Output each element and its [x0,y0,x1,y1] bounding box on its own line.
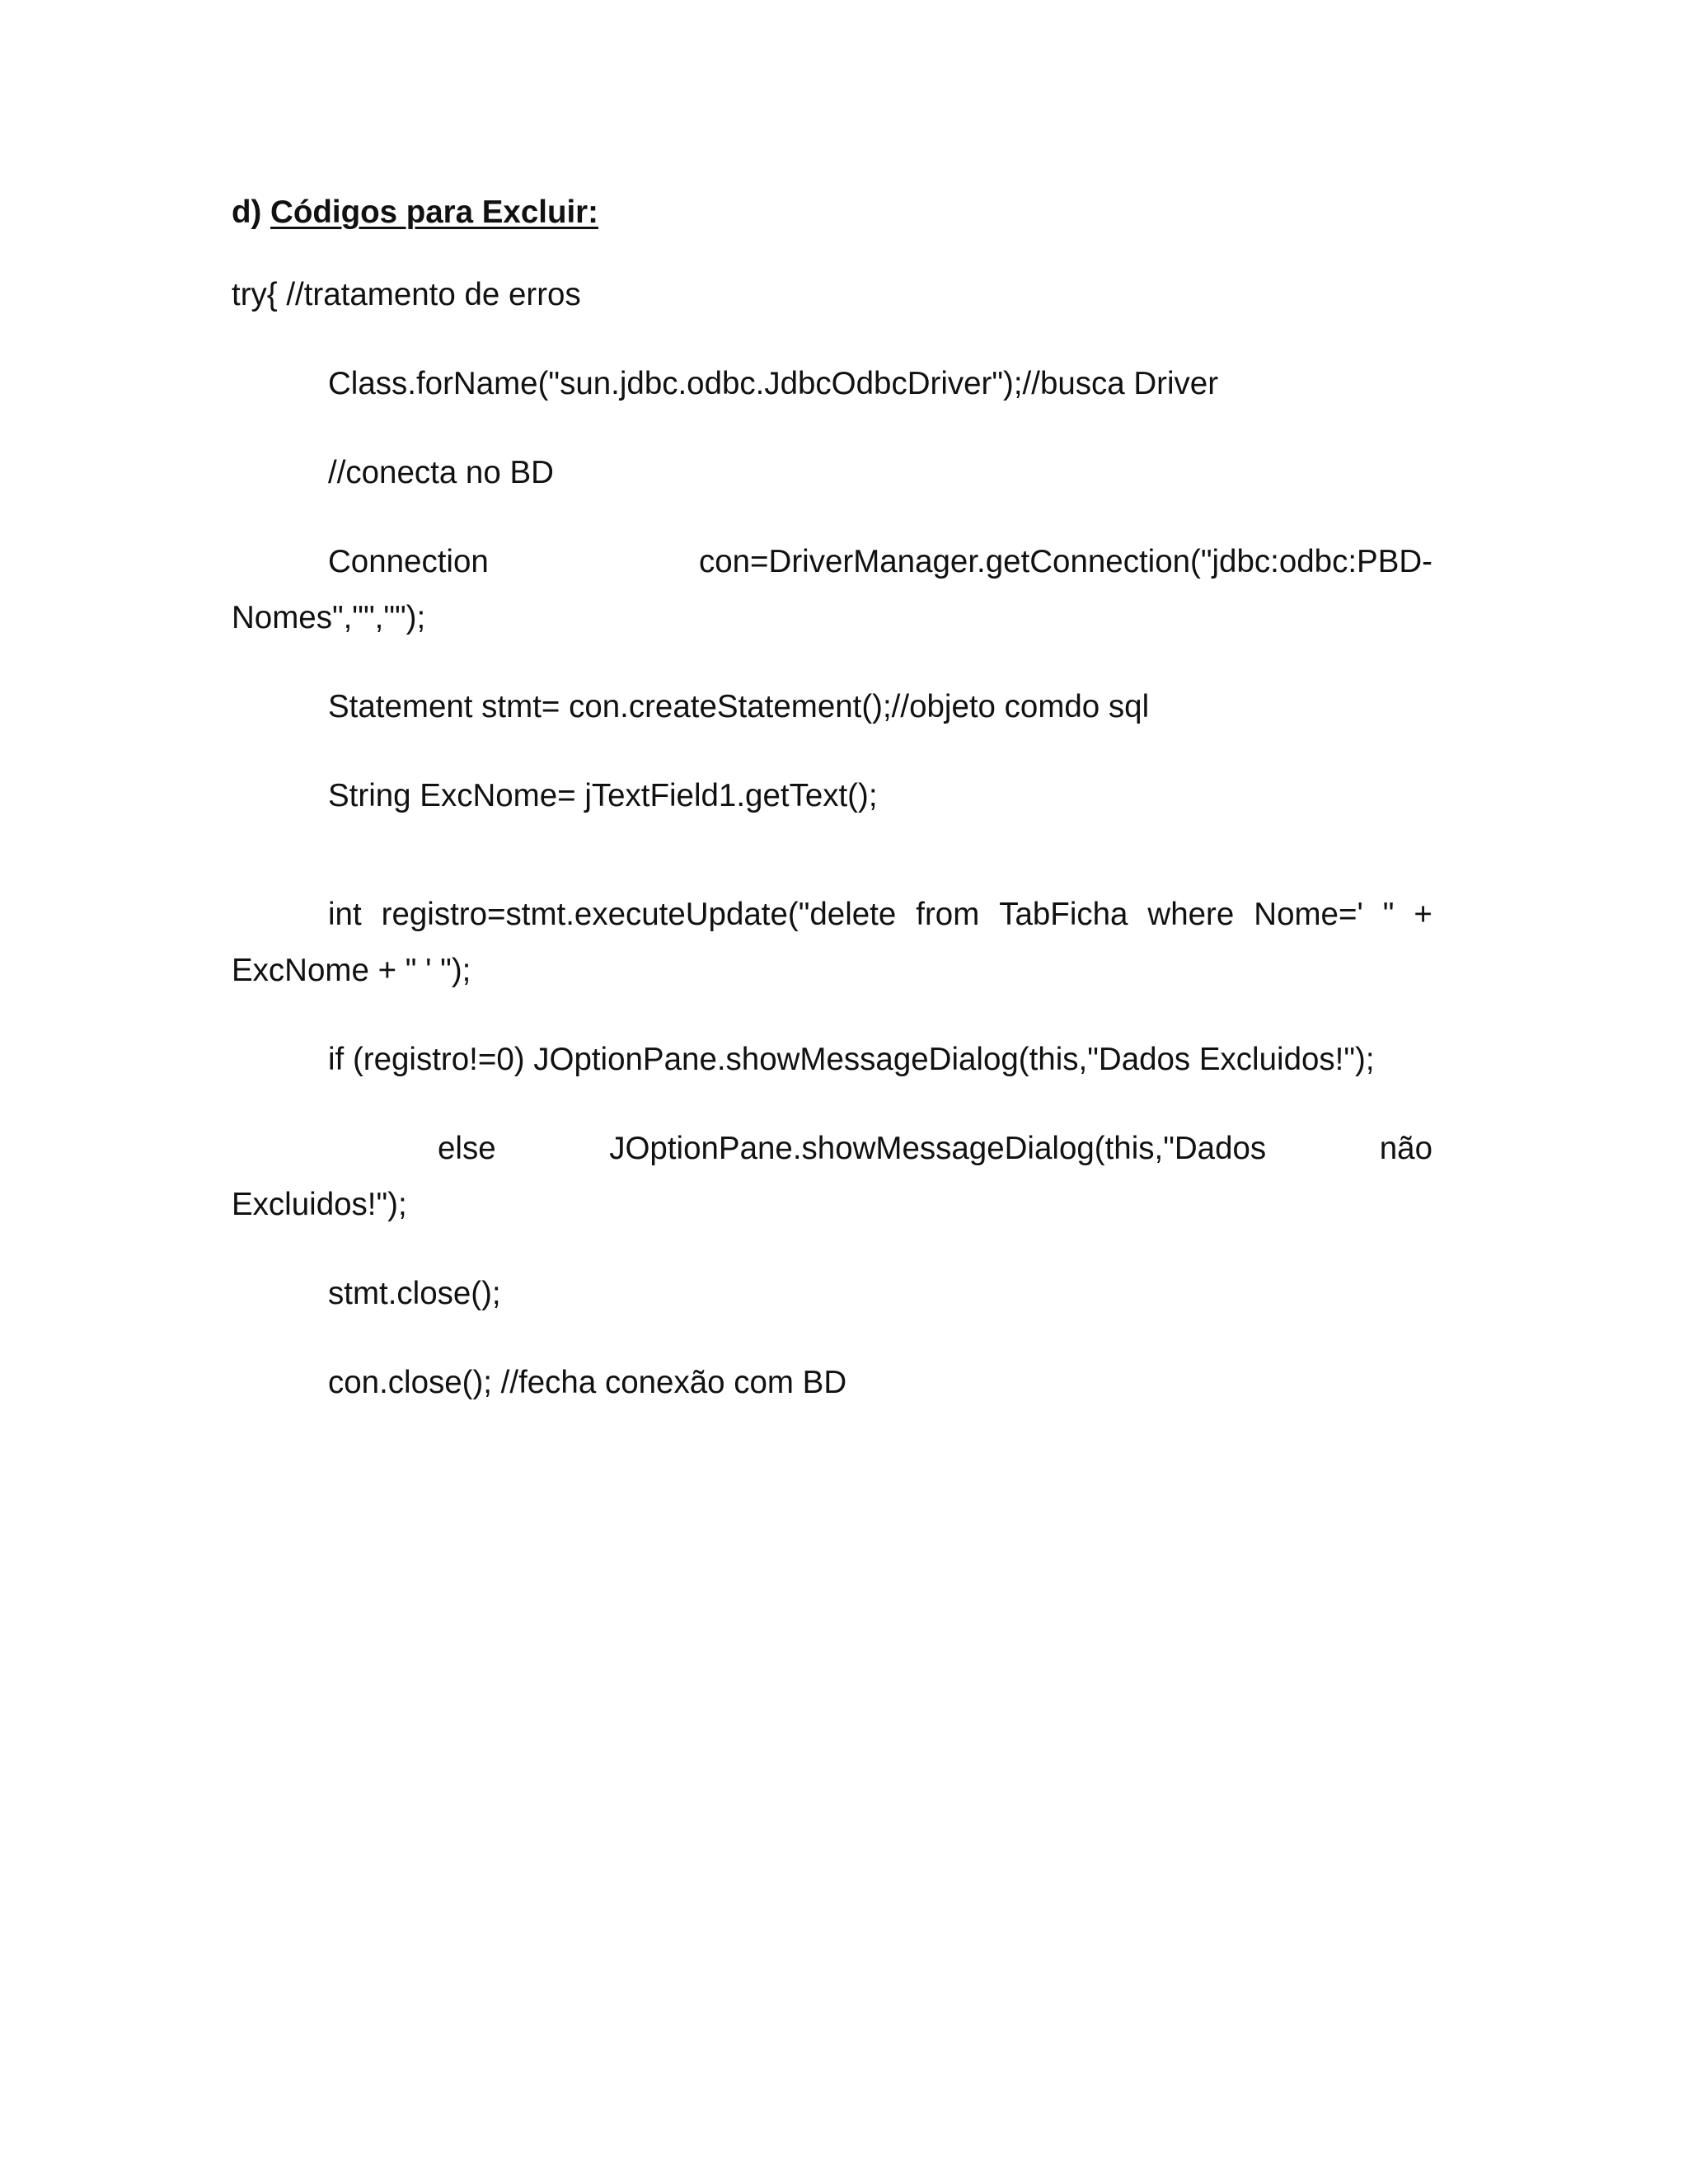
code-line-string-excnome: String ExcNome= jTextField1.getText(); [328,778,878,813]
else-first-line [232,1121,1432,1177]
int-registro-word: registro=stmt.executeUpdate("delete [381,897,897,932]
int-registro-word: int [328,897,362,932]
code-line-else [232,1121,1432,1233]
else-word: JOptionPane.showMessageDialog(this,"Dados [609,1131,1267,1166]
code-line-if-registro: if (registro!=0) JOptionPane.showMessageDialog(this,"Dados Excluidos!"); [328,1042,1375,1077]
else-continuation: Excluidos!"); [232,1187,407,1222]
int-registro-word: TabFicha [999,897,1128,932]
int-registro-continuation: ExcNome + " ' "); [232,953,471,988]
else-word: não [1379,1131,1432,1166]
section-heading [232,191,1432,234]
int-registro-word: where [1147,897,1235,932]
code-line-connection [232,534,1432,646]
code-line-class-forname: Class.forName("sun.jdbc.odbc.JdbcOdbcDriver");//busca Driver [328,366,1219,401]
blank-spacer [232,857,1432,887]
heading-prefix: d) [232,194,262,230]
int-registro-word: + [1414,897,1432,932]
int-registro-word: Nome=' [1254,897,1363,932]
code-line-statement: Statement stmt= con.createStatement();//objeto comdo sql [328,689,1150,724]
else-word: else [438,1131,496,1166]
heading-title: Códigos para Excluir: [270,194,598,230]
code-line-try: try{ //tratamento de erros [232,277,581,312]
code-line-stmt-close: stmt.close(); [328,1276,501,1311]
connection-keyword: Connection [328,544,489,579]
code-line-int-registro [232,887,1432,999]
int-registro-first-line [232,887,1432,943]
connection-first-line [232,534,1432,590]
connection-continuation: Nomes","",""); [232,600,426,635]
connection-call: con=DriverManager.getConnection("jdbc:odbc:PBD- [698,544,1432,579]
int-registro-word: from [916,897,980,932]
code-line-conecta-comment: //conecta no BD [328,455,554,490]
int-registro-word: " [1382,897,1395,932]
document-content [232,191,1432,1444]
code-line-con-close: con.close(); //fecha conexão com BD [328,1365,847,1400]
